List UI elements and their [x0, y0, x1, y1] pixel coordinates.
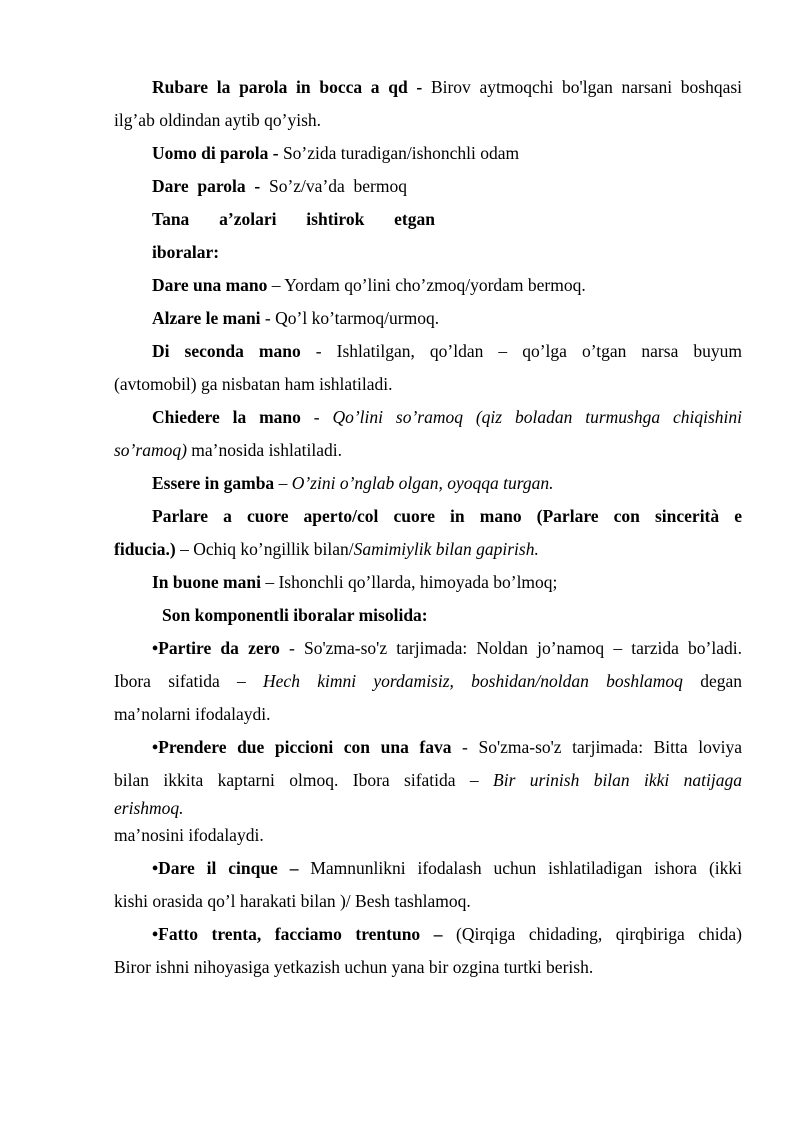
- entry-definition-italic: so’ramoq): [114, 440, 187, 460]
- entry-chiedere-la-mano-line1: [152, 406, 742, 428]
- entry-definition: Mamnunlikni ifodalash uchun ishlatiladigan ishora (ikki: [298, 858, 742, 878]
- entry-definition: - So'zma-so'z tarjimada: Bitta loviya: [451, 737, 742, 757]
- entry-term: fiducia.): [114, 539, 176, 559]
- bullet-icon: •: [152, 858, 159, 878]
- entry-essere-in-gamba: [152, 472, 742, 494]
- bullet-partire-line2: [114, 670, 742, 692]
- entry-definition: So’z/va’da bermoq: [260, 176, 407, 196]
- bullet-icon: •: [152, 737, 159, 757]
- entry-definition: – Ochiq ko’ngillik bilan/: [175, 539, 354, 559]
- entry-term: Prendere due piccioni con una fava: [158, 737, 452, 757]
- entry-parlare-line2: [114, 538, 742, 560]
- entry-rubare-line1: [152, 76, 742, 98]
- entry-term: Di seconda mano: [152, 341, 301, 361]
- entry-definition: Birov aytmoqchi bo'lgan narsani boshqasi: [430, 77, 743, 97]
- entry-dare-una-mano: [152, 274, 742, 296]
- entry-separator: -: [407, 77, 431, 97]
- entry-term: Dare parola -: [152, 176, 261, 196]
- entry-definition: (Qirqiga chidading, qirqbiriga chida): [442, 924, 742, 944]
- entry-definition: Qo’lini so’ramoq (qiz boladan turmushga chiqishini: [332, 407, 742, 427]
- bullet-icon: •: [152, 924, 159, 944]
- entry-dare-parola: [152, 175, 742, 197]
- section-heading-son: Son komponentli iboralar misolida:: [162, 605, 428, 625]
- entry-term: Chiedere la mano: [152, 407, 301, 427]
- entry-separator: -: [300, 407, 333, 427]
- bullet-partire-line1: [152, 637, 742, 659]
- entry-definition: Ibora sifatida –: [114, 671, 264, 691]
- entry-definition-italic: Bir urinish bilan ikki natijaga: [493, 770, 742, 790]
- entry-parlare-line1: Parlare a cuore aperto/col cuore in mano (Parlare con sincerità e: [152, 506, 742, 526]
- entry-uomo: [152, 142, 742, 164]
- entry-term: Dare il cinque –: [158, 858, 299, 878]
- entry-definition: - Qo’l ko’tarmoq/urmoq.: [260, 308, 440, 328]
- entry-definition: ma’nosida ishlatiladi.: [186, 440, 342, 460]
- entry-in-buone-mani: [152, 571, 742, 593]
- entry-term: Fatto trenta, facciamo trentuno –: [158, 924, 443, 944]
- bullet-fatto-trenta-line2: Biror ishni nihoyasiga yetkazish uchun yana bir ozgina turtki berish.: [114, 957, 594, 977]
- entry-definition: - So'zma-so'z tarjimada: Noldan jo’namoq – tarzida bo’ladi.: [279, 638, 742, 658]
- entry-definition: bilan ikkita kaptarni olmoq. Ibora sifatida –: [114, 770, 494, 790]
- entry-chiedere-la-mano-line2: [114, 439, 742, 461]
- entry-term: Uomo di parola -: [152, 143, 279, 163]
- entry-di-seconda-mano-line2: (avtomobil) ga nisbatan ham ishlatiladi.: [114, 374, 393, 394]
- section-heading-tana: Tana a’zolari ishtirok etgan: [152, 209, 435, 229]
- entry-rubare-line2: ilg’ab oldindan aytib qo’yish.: [114, 110, 322, 130]
- bullet-partire-line3: ma’nolarni ifodalaydi.: [114, 704, 271, 724]
- entry-separator: –: [274, 473, 292, 493]
- entry-term: Dare una mano: [152, 275, 268, 295]
- bullet-dare-il-cinque-line2: kishi orasida qo’l harakati bilan )/ Besh tashlamoq.: [114, 891, 471, 911]
- entry-term: In buone mani: [152, 572, 261, 592]
- entry-definition: – Yordam qo’lini cho’zmoq/yordam bermoq.: [267, 275, 586, 295]
- bullet-prendere-line2: [114, 769, 742, 791]
- bullet-dare-il-cinque-line1: [152, 857, 742, 879]
- entry-definition: So’zida turadigan/ishonchli odam: [278, 143, 520, 163]
- entry-di-seconda-mano-line1: [152, 340, 742, 362]
- bullet-prendere-line3: erishmoq.: [114, 798, 184, 818]
- entry-definition-italic: Samimiylik bilan gapirish.: [353, 539, 539, 559]
- bullet-prendere-line4: ma’nosini ifodalaydi.: [114, 825, 264, 845]
- entry-term: Rubare la parola in bocca a qd: [152, 77, 408, 97]
- entry-term: Essere in gamba: [152, 473, 275, 493]
- bullet-icon: •: [152, 638, 159, 658]
- bullet-fatto-trenta-line1: [152, 923, 742, 945]
- entry-term: Alzare le mani: [152, 308, 261, 328]
- section-heading-tana-line2: iboralar:: [152, 242, 220, 262]
- entry-definition-italic: Hech kimni yordamisiz, boshidan/noldan boshlamoq: [263, 671, 683, 691]
- entry-definition: - Ishlatilgan, qo’ldan – qo’lga o’tgan narsa buyum: [300, 341, 742, 361]
- bullet-prendere-line1: [152, 736, 742, 758]
- entry-definition: degan: [682, 671, 742, 691]
- entry-definition: O’zini o’nglab olgan, oyoqqa turgan.: [291, 473, 554, 493]
- entry-alzare-le-mani: [152, 307, 742, 329]
- entry-term: Partire da zero: [158, 638, 280, 658]
- entry-definition: – Ishonchli qo’llarda, himoyada bo’lmoq;: [260, 572, 558, 592]
